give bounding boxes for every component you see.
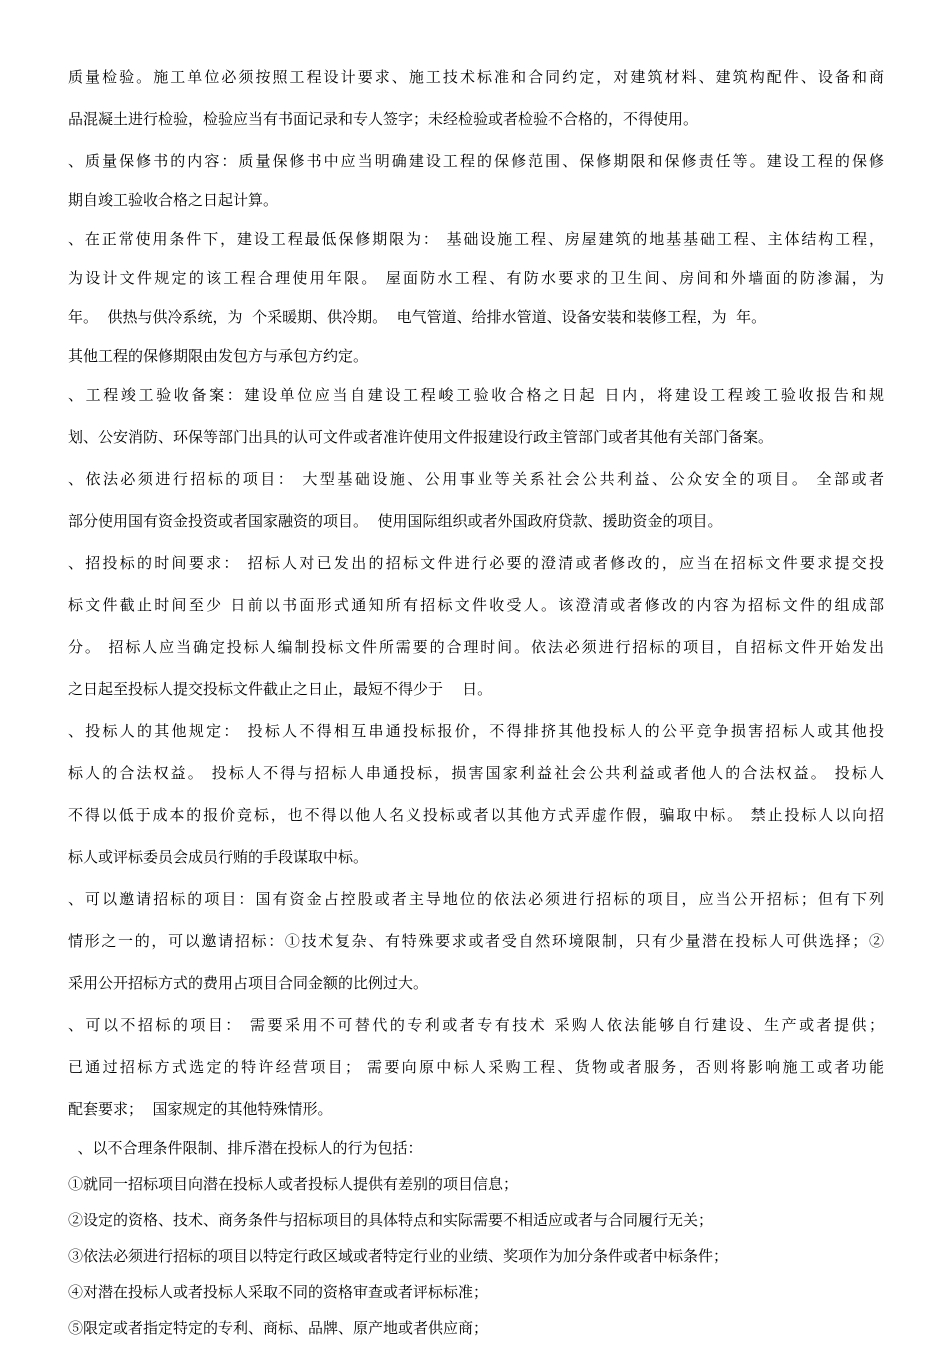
text-line-content: 之日起至投标人提交投标文件截止之日止，最短不得少于 日。	[68, 680, 493, 698]
list-item	[68, 1166, 884, 1202]
text-line	[68, 218, 884, 260]
text-line-content: 已通过招标方式选定的特许经营项目； 需要向原中标人采购工程、货物或者服务，否则将影响施工或者功能	[68, 1058, 884, 1076]
text-line	[68, 374, 884, 416]
text-line-content: 标人或评标委员会成员行贿的手段谋取中标。	[68, 848, 369, 866]
text-line	[68, 962, 884, 1004]
text-line	[68, 584, 884, 626]
list-item-text: ④对潜在投标人或者投标人采取不同的资格审查或者评标标准；	[68, 1283, 489, 1301]
text-line-content: 、可以邀请招标的项目：国有资金占控股或者主导地位的依法必须进行招标的项目，应当公开招标；但有下列	[68, 890, 884, 908]
list-item	[68, 1238, 884, 1274]
text-line	[68, 500, 884, 542]
text-line	[68, 98, 884, 140]
text-line-content: 、以不合理条件限制、排斥潜在投标人的行为包括：	[68, 1139, 423, 1157]
text-line	[68, 182, 884, 218]
text-line	[68, 794, 884, 836]
text-line-content: 品混凝土进行检验，检验应当有书面记录和专人签字；未经检验或者检验不合格的，不得使用。	[68, 110, 699, 128]
text-line	[68, 458, 884, 500]
document-page	[68, 56, 884, 1346]
text-line	[68, 296, 884, 338]
text-line-content: 、依法必须进行招标的项目： 大型基础设施、公用事业等关系社会公共利益、公众安全的项目。 全部或者	[68, 470, 884, 488]
text-line	[68, 626, 884, 668]
text-line-content: 其他工程的保修期限由发包方与承包方约定。	[68, 347, 369, 365]
text-line	[68, 836, 884, 878]
text-line	[68, 1046, 884, 1088]
list-item	[68, 1202, 884, 1238]
text-line	[68, 752, 884, 794]
text-line-content: 、质量保修书的内容：质量保修书中应当明确建设工程的保修范围、保修期限和保修责任等。建设工程的保修	[68, 152, 884, 170]
text-line	[68, 416, 884, 458]
text-line	[68, 878, 884, 920]
text-line	[68, 1130, 884, 1166]
text-line-content: 配套要求； 国家规定的其他特殊情形。	[68, 1100, 333, 1118]
text-line-content: 不得以低于成本的报价竞标，也不得以他人名义投标或者以其他方式弄虚作假，骗取中标。 禁止投标人以向招	[68, 806, 884, 824]
text-line	[68, 542, 884, 584]
text-line-content: 情形之一的，可以邀请招标：①技术复杂、有特殊要求或者受自然环境限制，只有少量潜在投标人可供选择；②	[68, 932, 884, 950]
text-line-content: 分。 招标人应当确定投标人编制投标文件所需要的合理时间。依法必须进行招标的项目，自招标文件开始发出	[68, 638, 884, 656]
text-line-content: 标人的合法权益。 投标人不得与招标人串通投标，损害国家利益社会公共利益或者他人的合法权益。 投标人	[68, 764, 884, 782]
text-line-content: 、在正常使用条件下，建设工程最低保修期限为： 基础设施工程、房屋建筑的地基基础工程、主体结构工程，	[68, 230, 884, 248]
list-item	[68, 1310, 884, 1346]
list-item-text: ②设定的资格、技术、商务条件与招标项目的具体特点和实际需要不相适应或者与合同履行无关；	[68, 1211, 714, 1229]
list-item	[68, 1274, 884, 1310]
text-line-content: 、投标人的其他规定： 投标人不得相互串通投标报价，不得排挤其他投标人的公平竞争损害招标人或其他投	[68, 722, 884, 740]
text-line	[68, 668, 884, 710]
text-line-content: 、可以不招标的项目： 需要采用不可替代的专利或者专有技术 采购人依法能够自行建设、生产或者提供；	[68, 1016, 884, 1034]
text-line-content: 、招投标的时间要求： 招标人对已发出的招标文件进行必要的澄清或者修改的，应当在招标文件要求提交投	[68, 554, 884, 572]
list-item-text: ③依法必须进行招标的项目以特定行政区域或者特定行业的业绩、奖项作为加分条件或者中标条件；	[68, 1247, 729, 1265]
text-line-content: 为设计文件规定的该工程合理使用年限。 屋面防水工程、有防水要求的卫生间、房间和外墙面的防渗漏，为	[68, 269, 884, 287]
text-line	[68, 56, 884, 98]
text-line-content: 质量检验。施工单位必须按照工程设计要求、施工技术标准和合同约定，对建筑材料、建筑构配件、设备和商	[68, 68, 884, 86]
text-line-content: 采用公开招标方式的费用占项目合同金额的比例过大。	[68, 974, 429, 992]
text-line-content: 年。 供热与供冷系统，为 个采暖期、供冷期。 电气管道、给排水管道、设备安装和装修工程，为 年。	[68, 308, 767, 326]
text-line-content: 期自竣工验收合格之日起计算。	[68, 191, 279, 209]
text-line	[68, 140, 884, 182]
text-line	[68, 920, 884, 962]
text-line-content: 划、公安消防、环保等部门出具的认可文件或者准许使用文件报建设行政主管部门或者其他有关部门备案。	[68, 428, 774, 446]
text-line	[68, 1088, 884, 1130]
text-line-content: 部分使用国有资金投资或者国家融资的项目。 使用国际组织或者外国政府贷款、援助资金的项目。	[68, 512, 723, 530]
text-line-content: 标文件截止时间至少 日前以书面形式通知所有招标文件收受人。该澄清或者修改的内容为招标文件的组成部	[68, 596, 884, 614]
text-line	[68, 710, 884, 752]
text-line-content: 、工程竣工验收备案：建设单位应当自建设工程峻工验收合格之日起 日内，将建设工程竣工验收报告和规	[68, 386, 884, 404]
text-line	[68, 338, 884, 374]
text-line	[68, 1004, 884, 1046]
list-item-text: ①就同一招标项目向潜在投标人或者投标人提供有差别的项目信息；	[68, 1175, 519, 1193]
text-line	[68, 260, 884, 296]
list-item-text: ⑤限定或者指定特定的专利、商标、品牌、原产地或者供应商；	[68, 1319, 489, 1337]
